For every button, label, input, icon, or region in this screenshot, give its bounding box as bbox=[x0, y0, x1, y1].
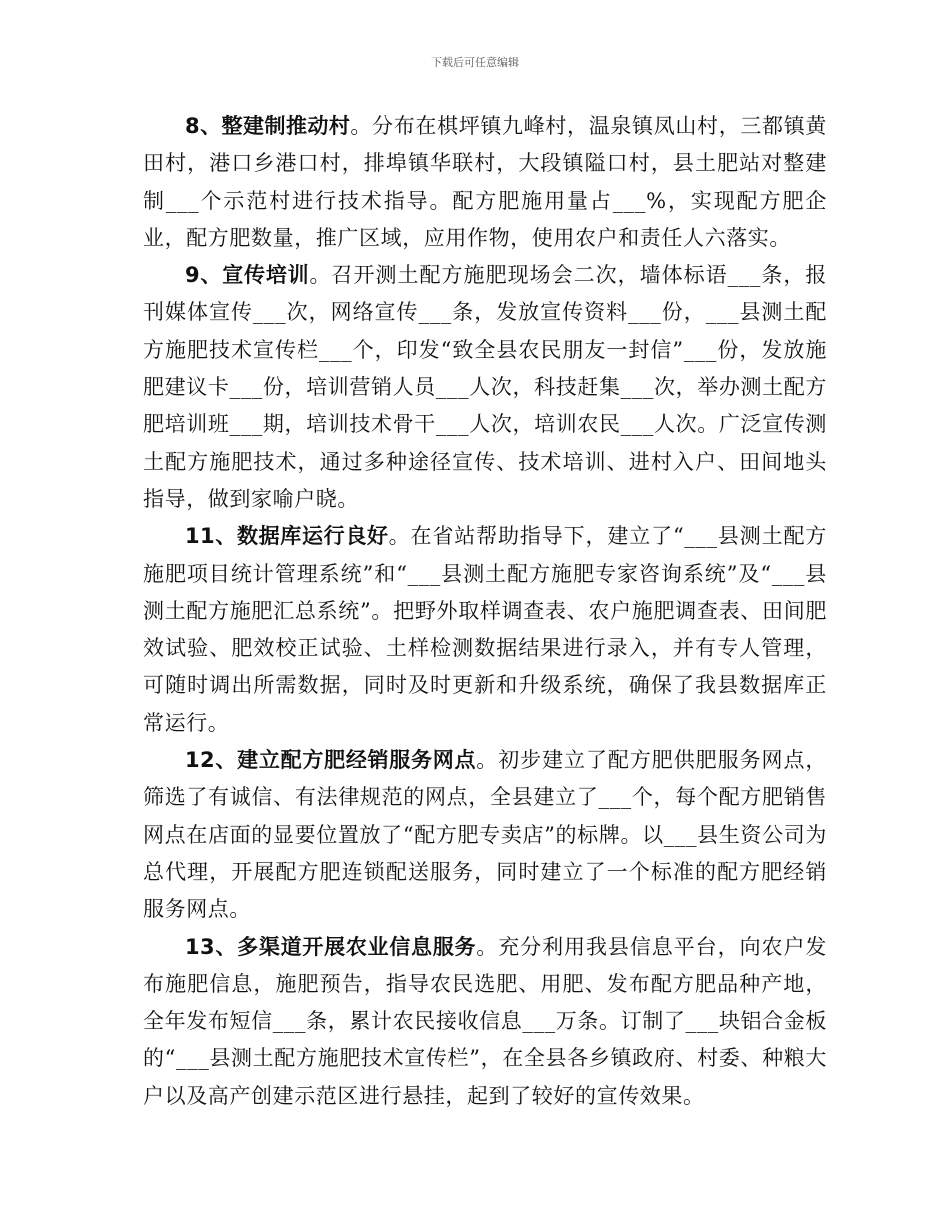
paragraph-heading: 9、宣传培训 bbox=[185, 263, 310, 288]
paragraph-9 bbox=[143, 257, 827, 518]
paragraph-text: 。分布在棋坪镇九峰村，温泉镇凤山村，三都镇黄田村，港口乡港口村，排埠镇华联村，大段镇隘口村，县土肥站对整建制___个示范村进行技术指导。配方肥施用量占___%，实现配方肥企业，配方肥数量，推广区域，应用作物，使用农户和责任人六落实。 bbox=[143, 114, 827, 250]
paragraph-text: 。召开测土配方施肥现场会二次，墙体标语___条，报刊媒体宣传___次，网络宣传___条，发放宣传资料___份，___县测土配方施肥技术宣传栏___个，印发“致全县农民朋友一封信”___份，发放施肥建议卡___份，培训营销人员___人次，科技赶集___次，举办测土配方肥培训班___期，培训技术骨干___人次，培训农民___人次。广泛宣传测土配方施肥技术，通过多种途径宣传、技术培训、进村入户、田间地头指导，做到家喻户晓。 bbox=[143, 263, 828, 511]
document-body bbox=[143, 108, 827, 1115]
page-header: 下载后可任意编辑 bbox=[431, 56, 519, 69]
paragraph-heading: 8、整建制推动村 bbox=[185, 114, 351, 138]
paragraph-heading: 12、建立配方肥经销服务网点 bbox=[185, 748, 477, 773]
paragraph-heading: 11、数据库运行良好 bbox=[185, 524, 389, 549]
paragraph-12 bbox=[143, 742, 827, 928]
paragraph-11 bbox=[143, 518, 827, 742]
paragraph-text: 。初步建立了配方肥供肥服务网点，筛选了有诚信、有法律规范的网点，全县建立了___个，每个配方肥销售网点在店面的显要位置放了“配方肥专卖店”的标牌。以___县生资公司为总代理，开展配方肥连锁配送服务，同时建立了一个标准的配方肥经销服务网点。 bbox=[143, 748, 827, 922]
paragraph-text: 。充分利用我县信息平台，向农户发布施肥信息，施肥预告，指导农民选肥、用肥、发布配方肥品种产地，全年发布短信___条，累计农民接收信息___万条。订制了___块铝合金板的“___县测土配方施肥技术宣传栏”，在全县各乡镇政府、村委、种粮大户以及高产创建示范区进行悬挂，起到了较好的宣传效果。 bbox=[143, 934, 827, 1108]
paragraph-heading: 13、多渠道开展农业信息服务 bbox=[185, 934, 477, 959]
paragraph-13 bbox=[143, 929, 827, 1115]
paragraph-8 bbox=[143, 108, 827, 257]
paragraph-text: 。在省站帮助指导下，建立了“___县测土配方施肥项目统计管理系统”和“___县测土配方施肥专家咨询系统”及“___县测土配方施肥汇总系统”。把野外取样调查表、农户施肥调查表、田间肥效试验、肥效校正试验、土样检测数据结果进行录入，并有专人管理，可随时调出所需数据，同时及时更新和升级系统，确保了我县数据库正常运行。 bbox=[143, 524, 827, 735]
